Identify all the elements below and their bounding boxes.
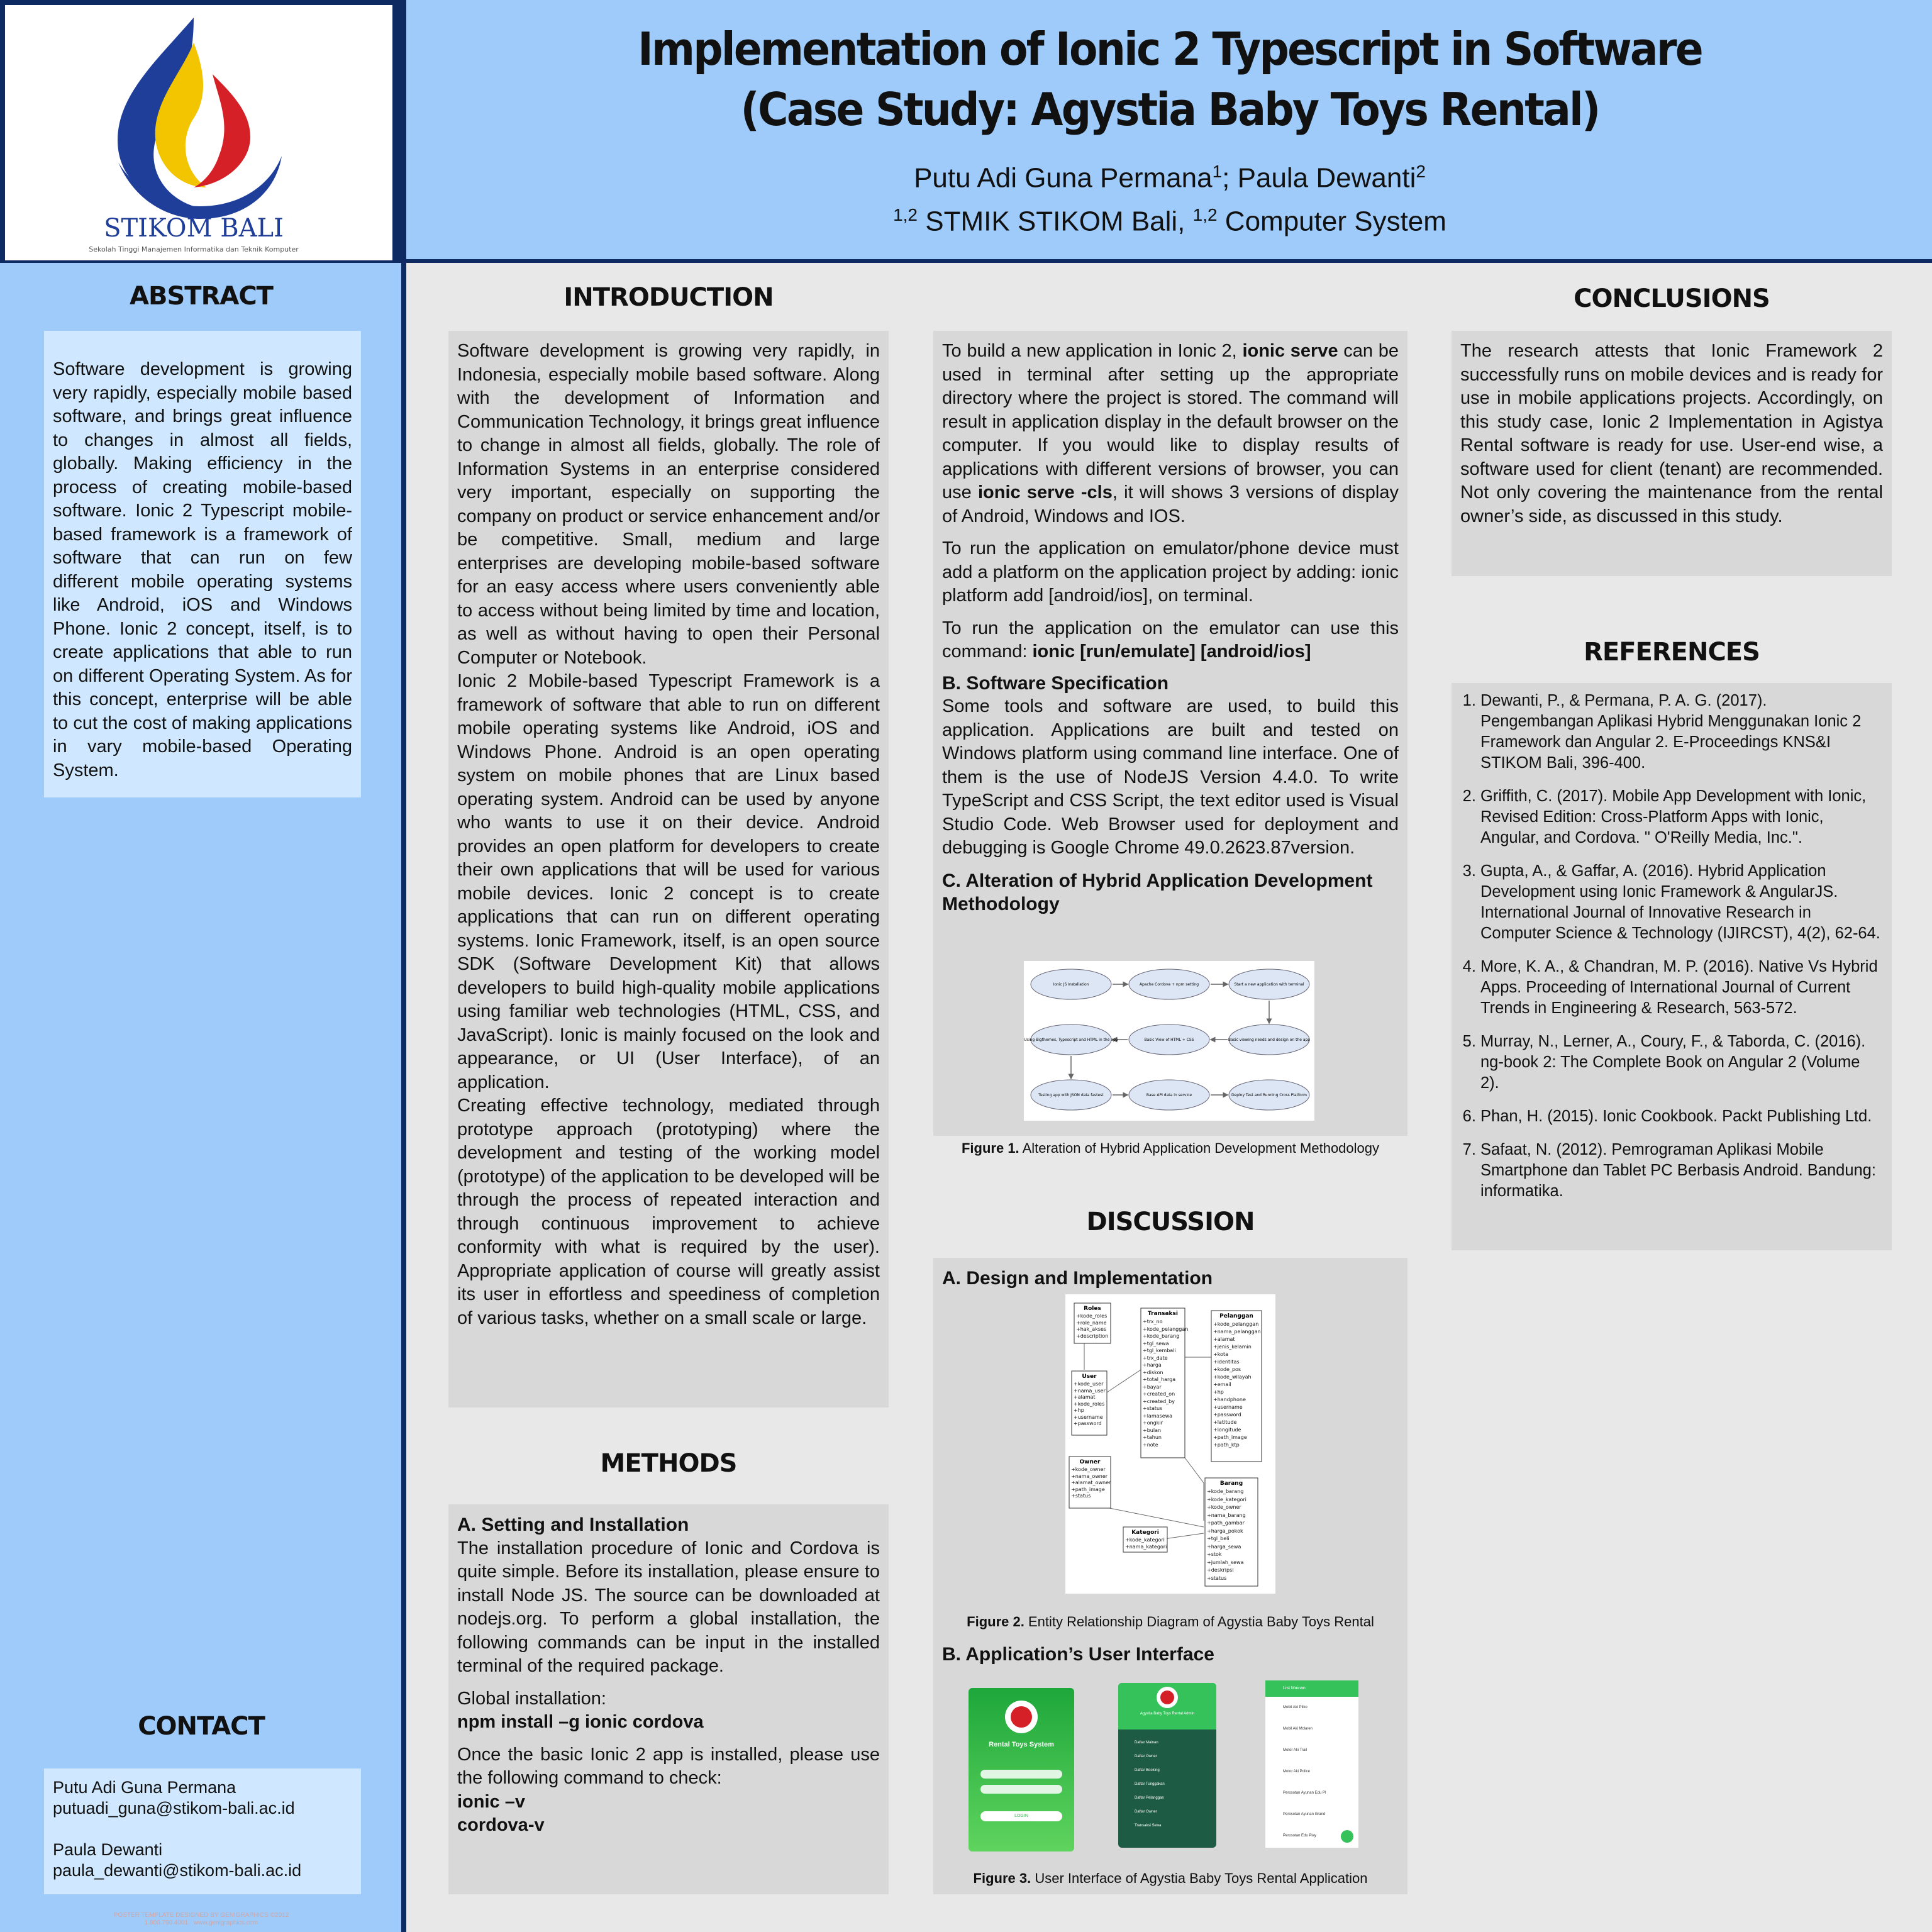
login-logo-icon xyxy=(1005,1701,1038,1733)
menu-logo-icon xyxy=(1157,1687,1178,1708)
introduction-heading: INTRODUCTION xyxy=(564,283,774,312)
erd-roles-title: Roles xyxy=(1084,1306,1101,1312)
global-install-label: Global installation: xyxy=(457,1688,606,1709)
fig3-caption-text: User Interface of Agystia Baby Toys Rental Application xyxy=(1031,1870,1368,1886)
login-button: LOGIN xyxy=(980,1811,1062,1821)
mc-p3-cmd: ionic [run/emulate] [android/ios] xyxy=(1032,641,1311,662)
methods-box xyxy=(448,1504,889,1894)
menu-header xyxy=(1118,1683,1216,1729)
global-install-cmd: npm install –g ionic cordova xyxy=(457,1712,704,1732)
ui-login-screen xyxy=(969,1688,1074,1852)
methods-b-text: Some tools and software are used, to build this application. Applications are built and tested on Windows platform using command line interface. One of them is the use of NodeJS Version 4.4.0. To write TypeScript and CSS Script, the text editor used is Visual Studio Code. Web Browser used for deployment and debugging is Google Chrome 49.0.2623.87version. xyxy=(942,696,1399,858)
erd-transaksi-title: Transaksi xyxy=(1148,1311,1178,1317)
menu-item: Daftar Tunggakan xyxy=(1135,1782,1165,1786)
figure-1-flowchart xyxy=(1024,961,1314,1121)
list-item: Mobil Aki Mclaren xyxy=(1283,1727,1313,1731)
check-text: Once the basic Ionic 2 app is installed, please use the following command to check: xyxy=(457,1744,880,1788)
menu-item: Daftar Owner xyxy=(1135,1755,1157,1758)
contact-name-2: Paula Dewanti xyxy=(53,1840,163,1859)
erd-user-fields: +kode_user +nama_user +alamat +kode_roles +hp +username +password xyxy=(1074,1381,1106,1426)
poster-title xyxy=(470,19,1870,140)
fig2-caption-text: Entity Relationship Diagram of Agystia Baby Toys Rental xyxy=(1024,1614,1374,1629)
menu-item: Daftar Booking xyxy=(1135,1768,1160,1772)
abstract-box xyxy=(44,331,361,797)
erd-roles-fields: +kode_roles +role_name +hak_akses +description xyxy=(1076,1313,1109,1339)
flow-step-5: Basic View of HTML + CSS xyxy=(1144,1038,1194,1042)
contact-name-1: Putu Adi Guna Permana xyxy=(53,1778,236,1797)
author-line xyxy=(409,153,1931,197)
methods-sub-b: B. Software Specification xyxy=(942,672,1169,694)
flow-step-1: Ionic JS Installation xyxy=(1053,982,1089,987)
menu-title: Agystia Baby Toys Rental Admin xyxy=(1140,1712,1195,1716)
conclusions-heading: CONCLUSIONS xyxy=(1574,284,1770,313)
methods-heading: METHODS xyxy=(600,1449,737,1478)
menu-item: Daftar Pelanggan xyxy=(1135,1796,1164,1800)
aff-sup-1: 1,2 xyxy=(893,204,918,225)
list-item: Motor Aki Police xyxy=(1283,1770,1311,1774)
methods-sub-a: A. Setting and Installation xyxy=(457,1514,689,1535)
author-2-sup: 2 xyxy=(1416,162,1426,181)
figure-3-caption xyxy=(933,1870,1407,1887)
reference-item: 6. Phan, H. (2015). Ionic Cookbook. Packt Publishing Ltd. xyxy=(1480,1106,1883,1127)
mc-paragraph-2: To run the application on emulator/phone device must add a platform on the application project by adding: ionic platform add [android/ios], on terminal. xyxy=(942,538,1399,606)
mc-p1-cmd: ionic serve xyxy=(1242,341,1338,361)
erd-barang-fields: +kode_barang +kode_kategori +kode_owner +nama_barang +path_gambar +harga_pokok +tgl_beli +harga_sewa +stok +jumlah_sewa +deskripsi +status xyxy=(1207,1489,1246,1581)
reference-item: 2. Griffith, C. (2017). Mobile App Development with Ionic, Revised Edition: Cross-Platform Apps with Ionic, Angular, and Cordova. " O'Reilly Media, Inc.". xyxy=(1480,786,1883,848)
fig1-caption-text: Alteration of Hybrid Application Development Methodology xyxy=(1019,1140,1380,1156)
logo xyxy=(5,5,392,260)
reference-item: 3. Gupta, A., & Gaffar, A. (2016). Hybrid Application Development using Ionic Framework & AngularJS. International Journal of Innovative Research in Computer Science & Technology (IJIRCST), 4(2), 62-64. xyxy=(1480,861,1883,944)
aff-sup-2: 1,2 xyxy=(1192,204,1218,225)
references-list xyxy=(1460,691,1883,1202)
author-1: Putu Adi Guna Permana xyxy=(914,162,1213,194)
footer-line-2: 1.800.790.4001 · www.genigraphics.com xyxy=(144,1919,258,1926)
list-item: Mobil Aki Pliko xyxy=(1283,1706,1307,1709)
ui-menu-screen xyxy=(1118,1683,1216,1848)
flow-step-9: Deploy Test and Running Cross Platform xyxy=(1231,1093,1307,1097)
conclusions-box xyxy=(1452,331,1892,576)
erd-transaksi-fields: +trx_no +kode_pelanggan +kode_barang +tgl_sewa +tgl_kembali +trx_date +harga +diskon +total_harga +bayar +created_on +created_by +status +lamasewa +ongkir +bulan +tahun +note xyxy=(1143,1319,1189,1448)
methods-sub-c: C. Alteration of Hybrid Application Development Methodology xyxy=(942,870,1373,914)
mc-p1-a: To build a new application in Ionic 2, xyxy=(942,341,1243,361)
login-username-field xyxy=(980,1770,1062,1779)
menu-item: Daftar Mainan xyxy=(1135,1741,1158,1745)
methods-a-text: The installation procedure of Ionic and Cordova is quite simple. Before its installation, please ensure to install Node JS. The source can be downloaded at nodejs.org. To perform a global installation, the following commands can be input in the installed terminal of the required package. xyxy=(457,1538,880,1676)
list-item: Perosotan Ayunan Grand xyxy=(1283,1813,1326,1816)
footer-credit xyxy=(0,1912,402,1927)
references-heading: REFERENCES xyxy=(1584,638,1760,667)
ui-list-screen xyxy=(1265,1680,1358,1848)
title-line-1: Implementation of Ionic 2 Typescript in Software xyxy=(638,23,1702,75)
author-1-sup: 1 xyxy=(1212,162,1223,181)
introduction-box xyxy=(448,331,889,1407)
references-box xyxy=(1452,683,1892,1250)
reference-item: 4. More, K. A., & Chandran, M. P. (2016). Native Vs Hybrid Apps. Proceeding of International Journal of Current Trends in Engineering & Research, 563-572. xyxy=(1480,957,1883,1019)
figure-2-erd xyxy=(1065,1294,1275,1594)
reference-item: 5. Murray, N., Lerner, A., Coury, F., & Taborda, C. (2016). ng-book 2: The Complete Book on Angular 2 (Volume 2). xyxy=(1480,1031,1883,1094)
logo-name: STIKOM BALI xyxy=(104,214,284,243)
erd-kategori-title: Kategori xyxy=(1131,1530,1159,1536)
logo-tagline: Sekolah Tinggi Manajemen Informatika dan Teknik Komputer xyxy=(89,245,299,253)
discussion-heading: DISCUSSION xyxy=(1086,1208,1255,1236)
discussion-sub-a: A. Design and Implementation xyxy=(942,1268,1213,1289)
aff-text-1: STMIK STIKOM Bali, xyxy=(918,206,1193,237)
flow-step-3: Start a new application with terminal xyxy=(1234,982,1304,987)
list-item: Perosotan Edu Play xyxy=(1283,1834,1317,1838)
fig2-label: Figure 2. xyxy=(967,1614,1024,1629)
erd-pelanggan-fields: +kode_pelanggan +nama_pelanggan +alamat +jenis_kelamin +kota +identitas +kode_pos +kode_wilayah +email +hp +handphone +username +password +latitude +longitude +path_image +path_ktp xyxy=(1213,1321,1261,1448)
erd-kategori-fields: +kode_kategori +nama_kategori xyxy=(1125,1537,1167,1550)
title-line-2: (Case Study: Agystia Baby Toys Rental) xyxy=(740,83,1599,136)
list-items xyxy=(1265,1697,1358,1846)
flame-logo-icon xyxy=(5,5,392,260)
fig1-label: Figure 1. xyxy=(961,1140,1019,1156)
erd-owner-fields: +kode_owner +nama_owner +alamat_owner +path_image +status xyxy=(1071,1467,1111,1499)
mc-paragraph-1 xyxy=(942,340,1399,528)
login-password-field xyxy=(980,1785,1062,1794)
flow-step-6: Basic viewing needs and design on the app xyxy=(1228,1038,1311,1042)
intro-paragraph-3: Creating effective technology, mediated through prototype approach (prototyping) where the development and testing of the working model (prototype) of the application to be developed will be through the process of repeated interaction and through continuous improvement to achieve conformity with what is required by the user). Appropriate application of course will greatly assist its user in effortless and speediness of completion of various tasks, whether on a small scale or large. xyxy=(457,1096,880,1328)
list-item: Motor Aki Trail xyxy=(1283,1748,1307,1752)
check-cmd-1: ionic –v xyxy=(457,1791,525,1812)
aff-text-2: Computer System xyxy=(1217,206,1446,237)
author-2: ; Paula Dewanti xyxy=(1222,162,1416,194)
conclusions-text: The research attests that Ionic Framework 2 successfully runs on mobile devices and is ready for use in mobile applications projects. Accordingly, on this study case, Ionic 2 Implementation in Agistya Rental software is ready for use. User-end wise, a software used for client (tenant) are recommended. Not only covering the maintenance from the rental owner’s side, as discussed in this study. xyxy=(1460,341,1883,526)
footer-line-1: POSTER TEMPLATE DESIGNED BY GENIGRAPHICS ©2012 xyxy=(113,1912,289,1919)
menu-item: Daftar Owner xyxy=(1135,1810,1157,1814)
contact-heading: CONTACT xyxy=(138,1712,265,1741)
check-cmd-2: cordova-v xyxy=(457,1815,545,1835)
reference-item: 1. Dewanti, P., & Permana, P. A. G. (2017). Pengembangan Aplikasi Hybrid Menggunakan Ionic 2 Framework dan Angular 2. E-Proceedings KNS&I STIKOM Bali, 396-400. xyxy=(1480,691,1883,774)
flow-step-7: Testing app with JSON data fastest xyxy=(1038,1093,1104,1097)
erd-owner-title: Owner xyxy=(1079,1459,1101,1465)
contact-box xyxy=(44,1768,361,1894)
menu-item: Transaksi Sewa xyxy=(1135,1824,1162,1828)
erd-pelanggan-title: Pelanggan xyxy=(1219,1313,1253,1319)
reference-item: 7. Safaat, N. (2012). Pemrograman Aplikasi Mobile Smartphone dan Tablet PC Berbasis Android. Bandung: informatika. xyxy=(1480,1140,1883,1202)
figure-2-caption xyxy=(933,1614,1407,1630)
abstract-heading: ABSTRACT xyxy=(130,282,273,311)
mc-p1-e: , it will shows 3 versions of display of Android, Windows and IOS. xyxy=(942,482,1399,526)
fig3-label: Figure 3. xyxy=(973,1870,1031,1886)
affiliation-line xyxy=(409,197,1931,240)
abstract-text: Software development is growing very rapidly, especially mobile based software, and brings great influence to changes in almost all fields, globally. Making efficiency in the process of creating mobile-based software. Ionic 2 Typescript mobile-based framework is a framework of software that can run on few different mobile operating systems like Android, iOS and Windows Phone. Ionic 2 concept, itself, is to create applications that able to run on different Operating System. As for this concept, enterprise will be able to cut the cost of making applications in vary mobile-based Operating System. xyxy=(53,359,352,780)
list-item: Perosotan Ayunan Edu Pl xyxy=(1283,1791,1326,1795)
authors-block xyxy=(409,153,1931,240)
contact-email-2[interactable]: paula_dewanti@stikom-bali.ac.id xyxy=(53,1861,302,1880)
flow-step-8: Base API data in service xyxy=(1146,1093,1192,1097)
left-divider xyxy=(401,263,406,1932)
mc-p1-cmd2: ionic serve -cls xyxy=(977,482,1113,502)
add-fab-icon xyxy=(1341,1830,1353,1843)
flow-step-2: Apache Cordova + npm setting xyxy=(1139,982,1199,987)
mc-p3-a: To run the application on the emulator can use this command: xyxy=(942,618,1399,662)
mc-paragraph-3 xyxy=(942,617,1399,664)
erd-user-title: User xyxy=(1082,1374,1097,1380)
intro-paragraph-1: Software development is growing very rapidly, in Indonesia, especially mobile based software. Along with the development of Information and Communication Technology, it brings great influence to change in almost all fields, globally. The role of Information Systems in an enterprise considered very important, especially on supporting the company on product or service enhancement and/or be competitive. Small, medium and large enterprises are developing mobile-based software for an easy access where users conveniently able to access without being limited by time and location, as well as without having to open their Personal Computer or Notebook. xyxy=(457,341,880,668)
intro-paragraph-2: Ionic 2 Mobile-based Typescript Framework is a framework of software that able to run on different mobile operating systems like Android, iOS and Windows Phone. Android is an open operating system on mobile phones that are Linux based operating system. Android can be used by anyone who wants to use it on their device. Android provides an open platform for developers to create their own applications that will be used for various mobile devices. Ionic 2 concept is to create applications that can run on different operating systems. Ionic Framework, itself, is an open source SDK (Software Development Kit) that allows developers to build high-quality mobile applications using familiar web technologies (HTML, CSS, and JavaScript). Ionic is mainly focused on the look and appearance, or UI (User Interface), of an application. xyxy=(457,671,880,1092)
mc-p1-c: can be used in terminal after setting up the appropriate directory where the project is stored. The command will result in application display in the default browser on the computer. If you would like to display results of applications with different versions of browser, you can use xyxy=(942,341,1399,502)
list-header: List Mainan xyxy=(1265,1680,1358,1697)
figure-1-caption xyxy=(933,1140,1407,1157)
login-title: Rental Toys System xyxy=(989,1741,1054,1748)
flow-step-4: Using Bigthemes, Typescript and HTML in the app xyxy=(1024,1038,1118,1042)
menu-list xyxy=(1118,1736,1216,1833)
contact-email-1[interactable]: putuadi_guna@stikom-bali.ac.id xyxy=(53,1799,295,1818)
discussion-sub-b: B. Application’s User Interface xyxy=(942,1644,1214,1665)
erd-barang-title: Barang xyxy=(1219,1480,1243,1487)
